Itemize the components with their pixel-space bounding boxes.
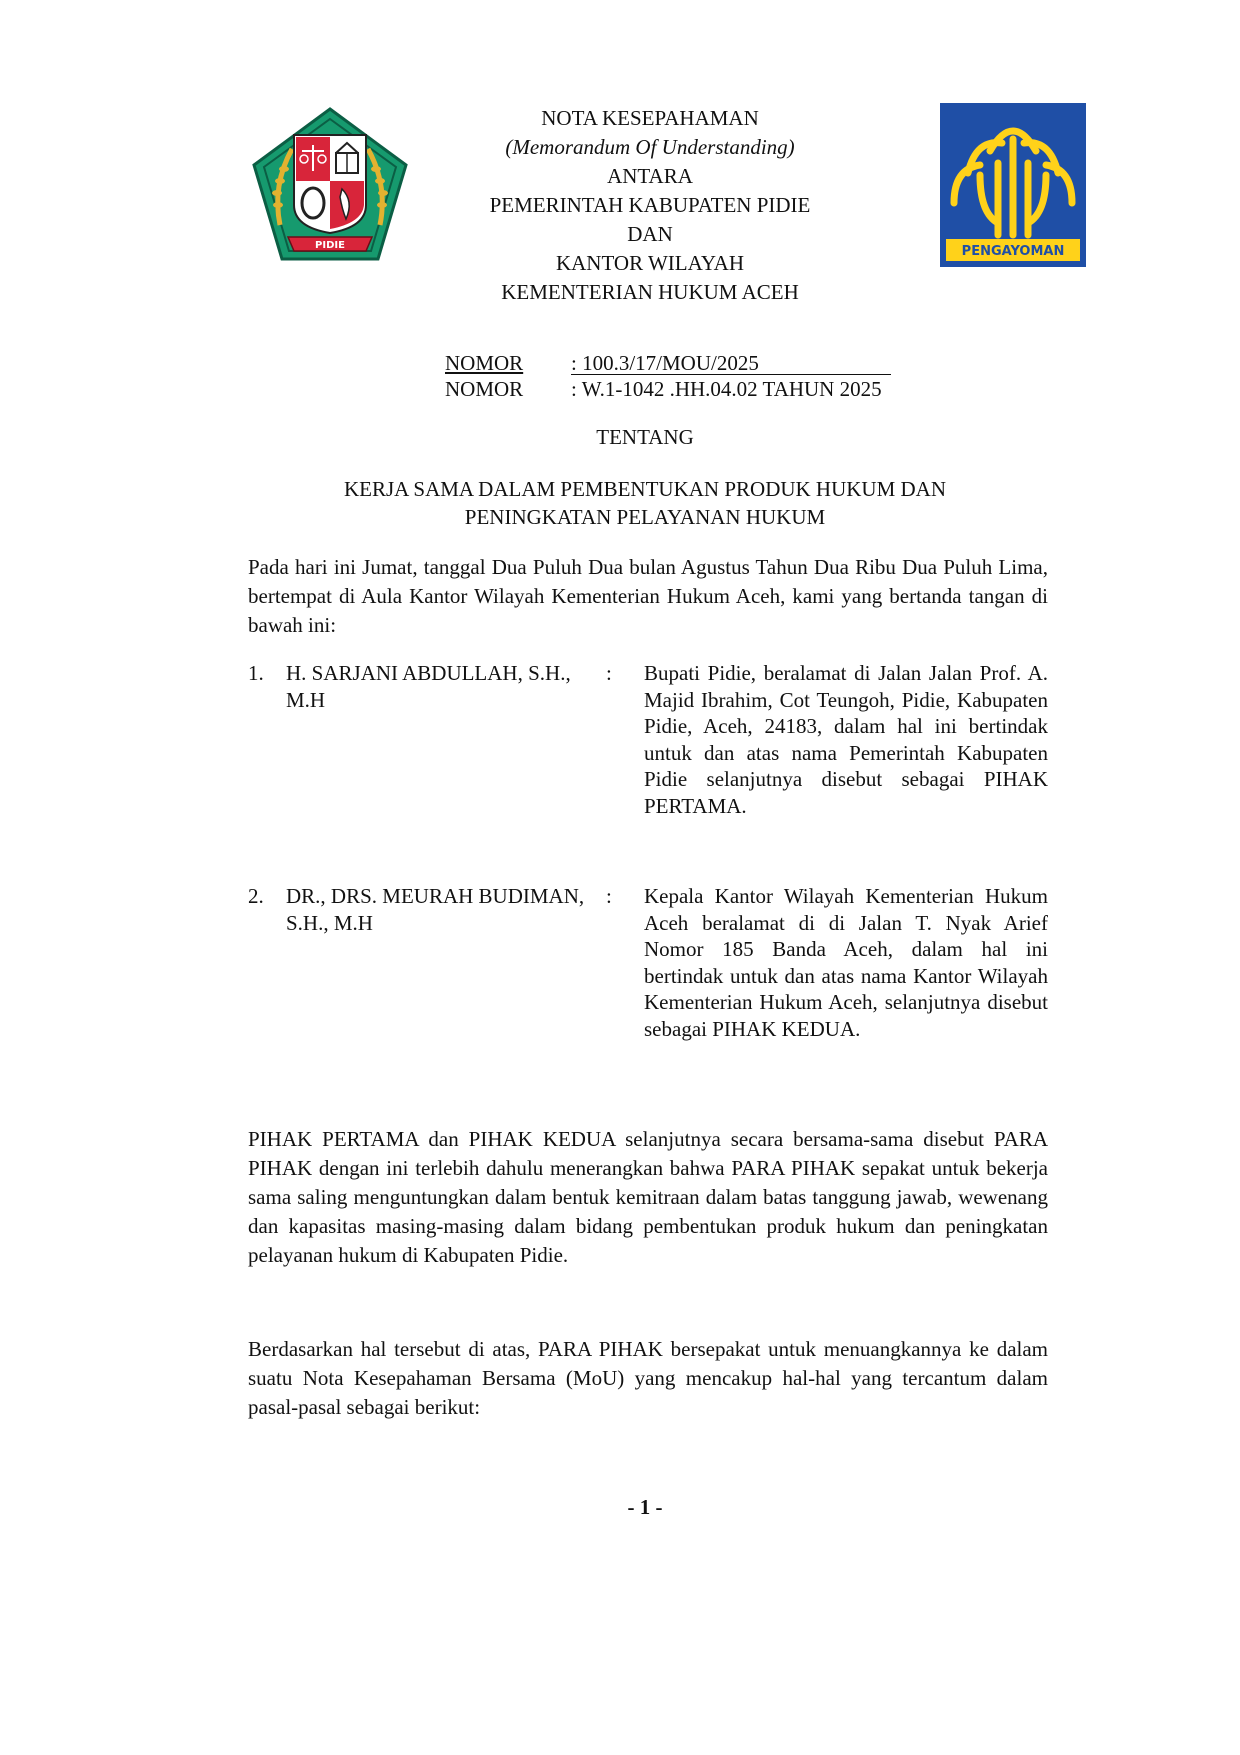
pidie-emblem-icon [250, 105, 410, 265]
header-line-1: NOTA KESEPAHAMAN [541, 106, 759, 130]
nomor-line-1 [445, 350, 891, 376]
party-number: 1. [248, 661, 264, 685]
pengayoman-tree-icon [940, 103, 1086, 267]
party-name: DR., DRS. MEURAH BUDIMAN, S.H., M.H [286, 884, 585, 935]
header-line-3: ANTARA [607, 164, 693, 188]
page-number: - 1 - [627, 1495, 663, 1519]
pengayoman-logo [940, 103, 1086, 267]
party-colon: : [606, 661, 612, 685]
header-line-6: KANTOR WILAYAH [555, 251, 745, 275]
nomor-label-2: NOMOR [445, 377, 524, 401]
pidie-banner-text: PIDIE [315, 240, 345, 251]
document-header [420, 104, 880, 307]
pidie-coat-of-arms-logo [250, 105, 410, 265]
intro-paragraph: Pada hari ini Jumat, tanggal Dua Puluh Dua bulan Agustus Tahun Dua Ribu Dua Puluh Lima, bertempat di Aula Kantor Wilayah Kementerian Hukum Aceh, kami yang bertanda tangan di bawah ini: [248, 555, 1048, 637]
party-colon: : [606, 884, 612, 908]
title-line-1: KERJA SAMA DALAM PEMBENTUKAN PRODUK HUKUM DAN [343, 477, 947, 501]
nomor-label-1: NOMOR [445, 351, 524, 375]
header-line-4: PEMERINTAH KABUPATEN PIDIE [489, 193, 811, 217]
party-description: Kepala Kantor Wilayah Kementerian Hukum Aceh beralamat di di Jalan T. Nyak Arief Nomor 185 Banda Aceh, dalam hal ini bertindak untuk dan atas nama Kantor Wilayah Kementerian Hukum Aceh, selanjutnya disebut sebagai PIHAK KEDUA. [644, 884, 1048, 1041]
nomor-line-2 [445, 376, 882, 402]
basis-paragraph: Berdasarkan hal tersebut di atas, PARA PIHAK bersepakat untuk menuangkannya ke dalam suatu Nota Kesepahaman Bersama (MoU) yang mencakup hal-hal yang tercantum dalam pasal-pasal sebagai berikut: [248, 1337, 1048, 1419]
header-line-2: (Memorandum Of Understanding) [505, 135, 795, 159]
pengayoman-banner-text: PENGAYOMAN [961, 244, 1065, 259]
header-line-7: KEMENTERIAN HUKUM ACEH [501, 280, 799, 304]
party-description: Bupati Pidie, beralamat di Jalan Jalan Prof. A. Majid Ibrahim, Cot Teungoh, Pidie, Kabupaten Pidie, Aceh, 24183, dalam hal ini bertindak untuk dan atas nama Pemerintah Kabupaten Pidie selanjutnya disebut sebagai PIHAK PERTAMA. [644, 661, 1048, 818]
party-name: H. SARJANI ABDULLAH, S.H., M.H [286, 661, 571, 712]
parties-agreement-paragraph: PIHAK PERTAMA dan PIHAK KEDUA selanjutnya secara bersama-sama disebut PARA PIHAK dengan ini terlebih dahulu menerangkan bahwa PARA PIHAK sepakat untuk bekerja sama saling menguntungkan dalam bentuk kemitraan dalam batas tanggung jawab, wewenang dan kapasitas masing-masing dalam bidang pembentukan produk hukum dan peningkatan pelayanan hukum di Kabupaten Pidie. [248, 1127, 1048, 1267]
nomor-value-2: : W.1-1042 .HH.04.02 TAHUN 2025 [571, 377, 882, 401]
header-line-5: DAN [627, 222, 673, 246]
party-number: 2. [248, 884, 264, 908]
title-line-2: PENINGKATAN PELAYANAN HUKUM [464, 505, 826, 529]
document-title [300, 475, 990, 531]
nomor-value-1: : 100.3/17/MOU/2025 [571, 352, 891, 375]
tentang-heading: TENTANG [596, 425, 694, 449]
